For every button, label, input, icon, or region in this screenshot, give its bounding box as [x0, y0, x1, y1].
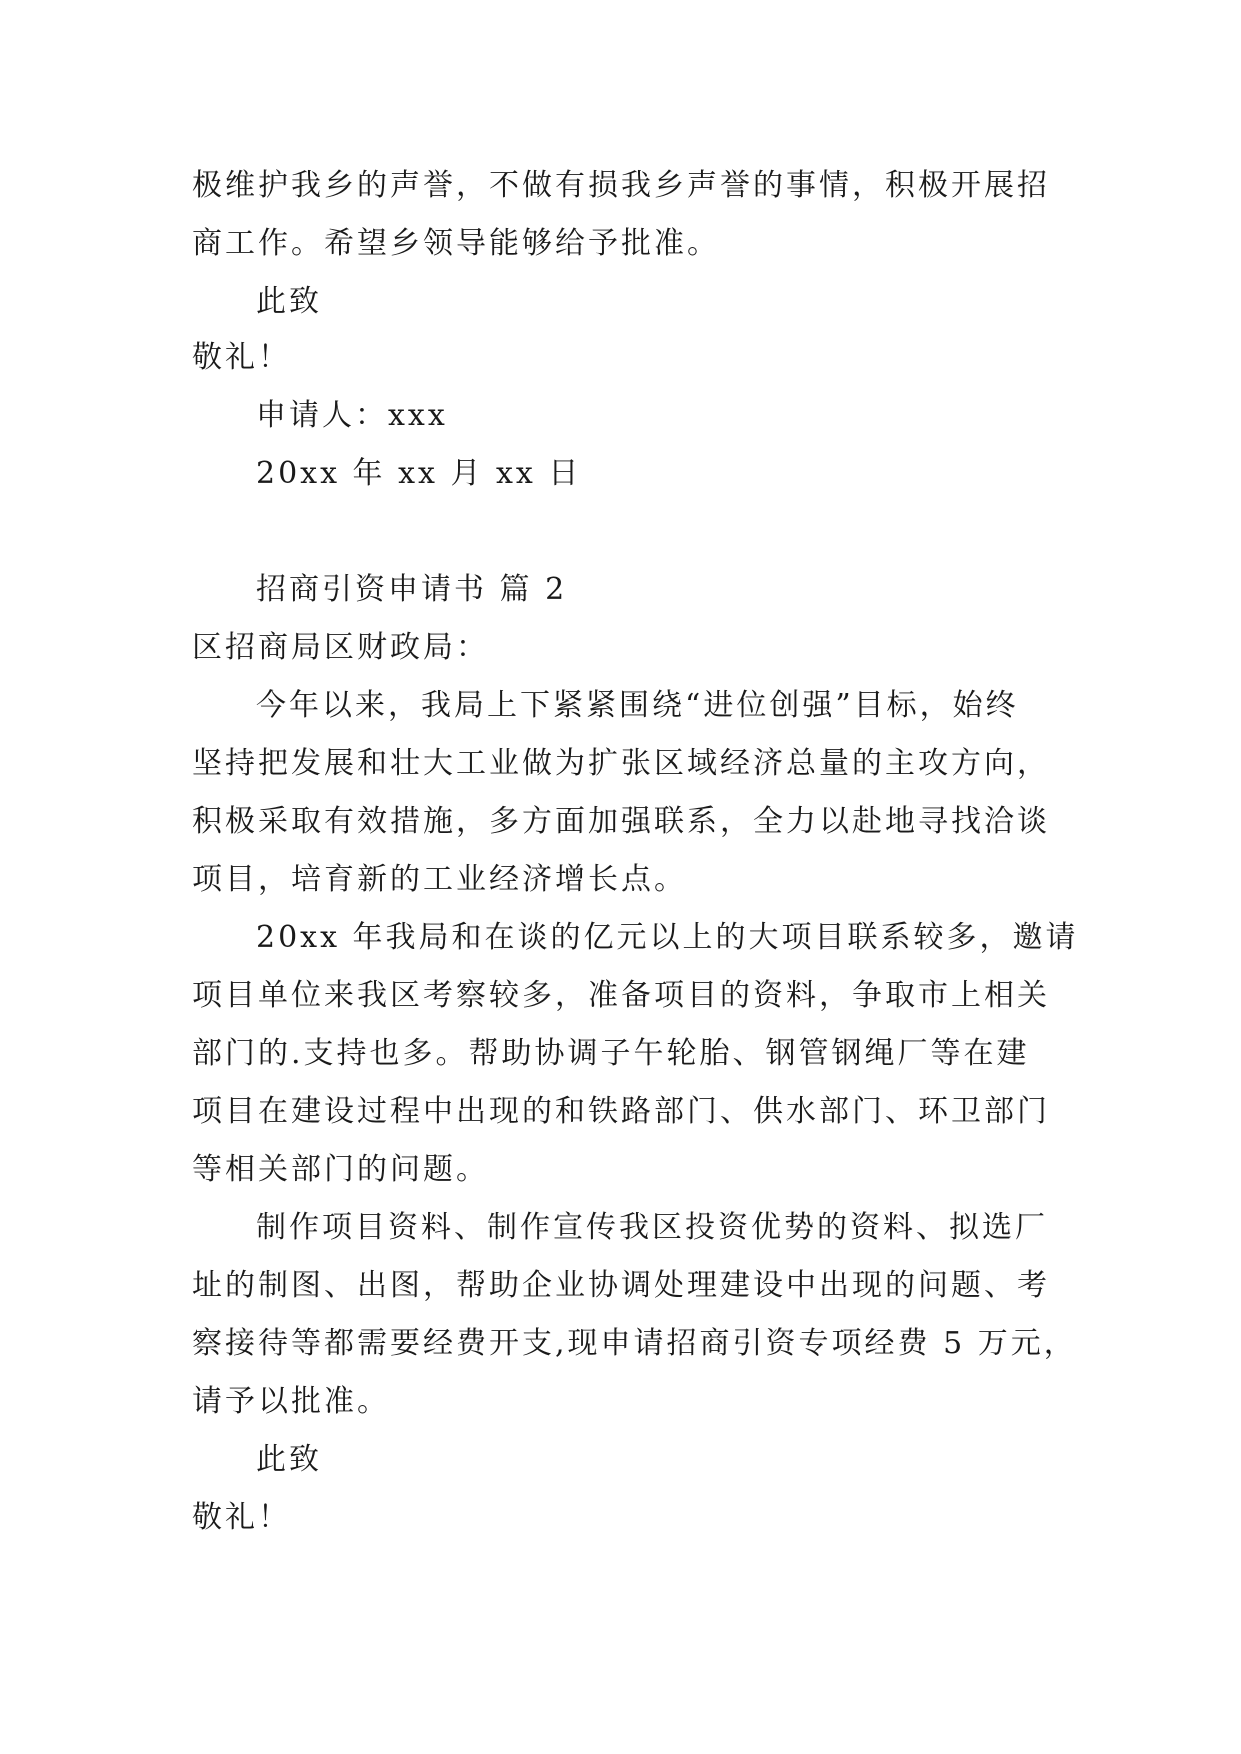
text-line: 今年以来，我局上下紧紧围绕“进位创强”目标，始终: [256, 688, 1019, 723]
text-line: 察接待等都需要经费开支,现申请招商引资专项经费 5 万元，: [192, 1326, 1077, 1361]
text-line: 部门的.支持也多。帮助协调子午轮胎、钢管钢绳厂等在建: [192, 1036, 1030, 1071]
text-line: 项目在建设过程中出现的和铁路部门、供水部门、环卫部门: [192, 1094, 1050, 1129]
text-line: 等相关部门的问题。: [192, 1152, 489, 1187]
text-line: 址的制图、出图，帮助企业协调处理建设中出现的问题、考: [192, 1268, 1050, 1303]
salutation-line: 敬礼！: [192, 340, 291, 375]
applicant-line: 申请人：xxx: [256, 398, 448, 433]
text-line: 制作项目资料、制作宣传我区投资优势的资料、拟选厂: [256, 1210, 1048, 1245]
text-line: 项目单位来我区考察较多，准备项目的资料，争取市上相关: [192, 978, 1050, 1013]
salutation-line: 此致: [256, 284, 322, 319]
text-line: 积极采取有效措施，多方面加强联系，全力以赴地寻找洽谈: [192, 804, 1050, 839]
salutation-line: 敬礼！: [192, 1500, 291, 1535]
date-line: 20xx 年 xx 月 xx 日: [256, 456, 582, 491]
text-line: 商工作。希望乡领导能够给予批准。: [192, 226, 720, 261]
recipient-line: 区招商局区财政局：: [192, 630, 489, 665]
text-line: 项目，培育新的工业经济增长点。: [192, 862, 687, 897]
text-line: 请予以批准。: [192, 1384, 390, 1419]
text-line: 极维护我乡的声誉，不做有损我乡声誉的事情，积极开展招: [192, 168, 1050, 203]
section-title: 招商引资申请书 篇 2: [256, 572, 568, 607]
text-line: 坚持把发展和壮大工业做为扩张区域经济总量的主攻方向，: [192, 746, 1050, 781]
text-line: 20xx 年我局和在谈的亿元以上的大项目联系较多，邀请: [256, 920, 1079, 955]
salutation-line: 此致: [256, 1442, 322, 1477]
